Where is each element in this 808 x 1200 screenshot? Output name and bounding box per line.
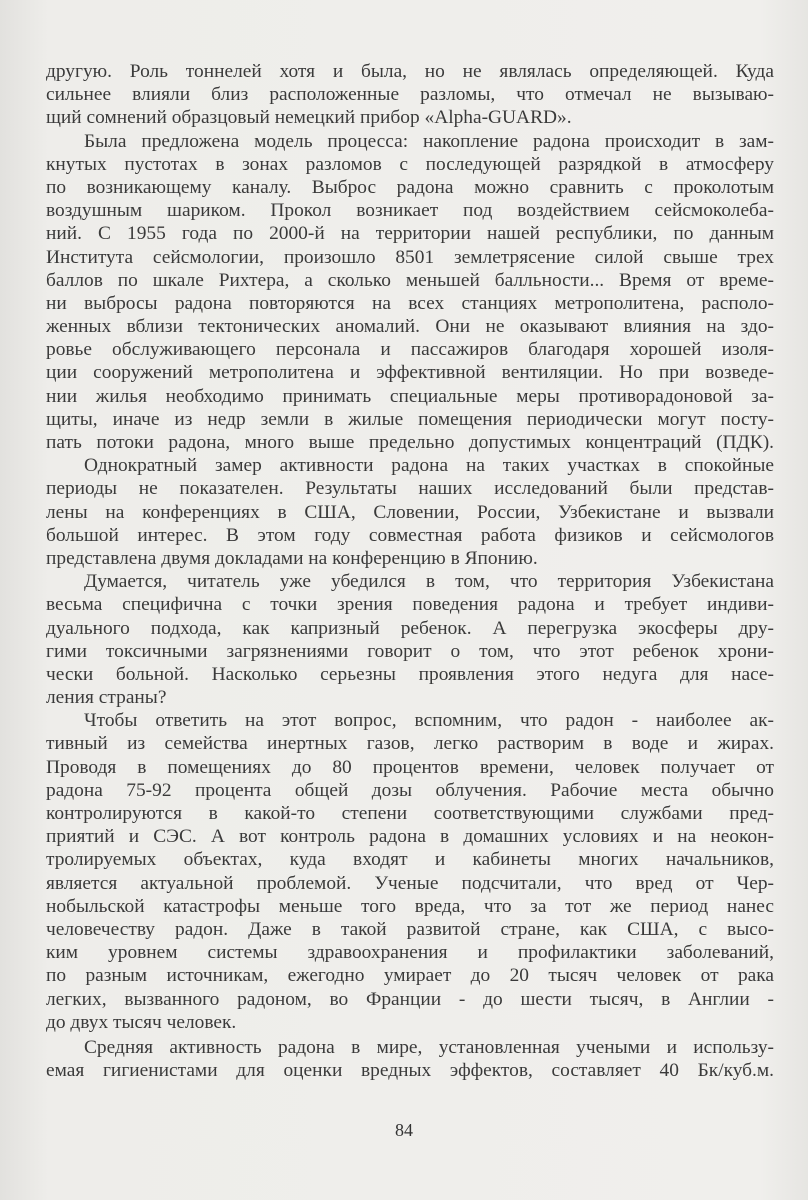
text-line: по возникающему каналу. Выброс радона можно сравнить с проколотым: [46, 176, 774, 198]
text-line: щий сомнений образцовый немецкий прибор «Alpha-GUARD».: [46, 107, 572, 129]
text-line: кнутых пустотах в зонах разломов с последующей разрядкой в атмосферу: [46, 153, 774, 175]
text-line: тивный из семейства инертных газов, легко растворим в воде и жирах.: [46, 733, 774, 755]
text-line: является актуальной проблемой. Ученые подсчитали, что вред от Чер-: [46, 872, 774, 894]
text-line: периоды не показателен. Результаты наших исследований были представ-: [46, 478, 774, 500]
text-line: ний. С 1955 года по 2000-й на территории нашей республики, по данным: [46, 223, 774, 245]
text-line: сильнее влияли близ расположенные разломы, что отмечал не вызываю-: [46, 84, 774, 106]
text-line: ким уровнем системы здравоохранения и профилактики заболеваний,: [46, 942, 774, 964]
text-line: щиты, иначе из недр земли в жилые помещения периодически могут посту-: [46, 408, 774, 430]
text-line: ции сооружений метрополитена и эффективной вентиляции. Но при возведе-: [46, 362, 774, 384]
text-line: весьма специфична с точки зрения поведения радона и требует индиви-: [46, 594, 774, 616]
text-line: приятий и СЭС. А вот контроль радона в домашних условиях и на неокон-: [46, 826, 774, 848]
text-line: лены на конференциях в США, Словении, России, Узбекистане и вызвали: [46, 501, 774, 523]
paragraph-first-line: Была предложена модель процесса: накопление радона происходит в зам-: [84, 130, 774, 152]
body-text: [46, 60, 774, 1082]
text-line: воздушным шариком. Прокол возникает под воздействием сейсмоколеба-: [46, 200, 774, 222]
text-line: женных вблизи тектонических аномалий. Они не оказывают влияния на здо-: [46, 316, 774, 338]
text-line: ления страны?: [46, 687, 167, 709]
text-line: Проводя в помещениях до 80 процентов времени, человек получает от: [46, 756, 774, 778]
text-line: гими токсичными загрязнениями говорит о том, что этот ребенок хрони-: [46, 640, 774, 662]
text-line: Института сейсмологии, произошло 8501 землетрясение силой свыше трех: [46, 246, 774, 268]
text-line: баллов по шкале Рихтера, а сколько меньшей балльности... Время от време-: [46, 269, 774, 291]
text-line: радона 75-92 процента общей дозы облучения. Рабочие места обычно: [46, 779, 774, 801]
text-line: ровье обслуживающего персонала и пассажиров благодаря хорошей изоля-: [46, 339, 774, 361]
text-line: ни выбросы радона повторяются на всех станциях метрополитена, располо-: [46, 292, 774, 314]
text-line: человечеству радон. Даже в такой развитой стране, как США, с высо-: [46, 918, 774, 940]
text-line: другую. Роль тоннелей хотя и была, но не являлась определяющей. Куда: [46, 61, 774, 82]
text-line: нобыльской катастрофы меньше того вреда, что за тот же период нанес: [46, 895, 774, 917]
paragraph-first-line: Однократный замер активности радона на таких участках в спокойные: [84, 455, 774, 477]
text-line: емая гигиенистами для оценки вредных эффектов, составляет 40 Бк/куб.м.: [46, 1060, 774, 1082]
text-line: по разным источникам, ежегодно умирает до 20 тысяч человек от рака: [46, 965, 774, 987]
text-line: большой интерес. В этом году совместная работа физиков и сейсмологов: [46, 524, 774, 546]
page-number: 84: [395, 1120, 413, 1140]
text-line: нии жилья необходимо принимать специальные меры противорадоновой за-: [46, 385, 774, 407]
paragraph-first-line: Думается, читатель уже убедился в том, что территория Узбекистана: [84, 571, 774, 593]
text-line: тролируемых объектах, куда входят и кабинеты многих начальников,: [46, 849, 774, 871]
text-line: пать потоки радона, много выше предельно допустимых концентраций (ПДК).: [46, 432, 774, 453]
text-line: представлена двумя докладами на конференцию в Японию.: [46, 547, 538, 569]
text-line: дуального подхода, как капризный ребенок. А перегрузка экосферы дру-: [46, 617, 774, 639]
text-line: легких, вызванного радоном, во Франции - до шести тысяч, в Англии -: [46, 988, 774, 1010]
paragraph-first-line: Средняя активность радона в мире, установленная учеными и использу-: [84, 1036, 774, 1058]
text-line: до двух тысяч человек.: [46, 1011, 237, 1033]
paragraph-first-line: Чтобы ответить на этот вопрос, вспомним, что радон - наиболее ак-: [84, 710, 774, 732]
text-line: контролируются в какой-то степени соответствующими службами пред-: [46, 803, 774, 824]
text-line: чески больной. Насколько серьезны проявления этого недуга для насе-: [46, 663, 774, 685]
